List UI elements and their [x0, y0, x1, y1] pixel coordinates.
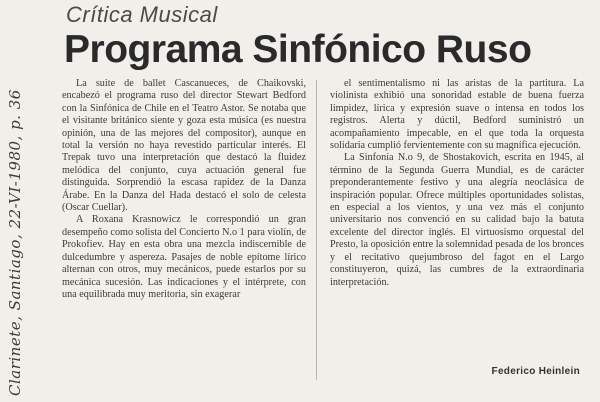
section-kicker: Crítica Musical	[66, 2, 218, 27]
handwritten-margin-note: Clarinete, Santiago, 22-VI-1980, p. 36	[6, 89, 24, 396]
paragraph: el sentimentalismo ni las aristas de la partitura. La violinista exhibió una sonoridad estable de buena fuerza limpidez, lírica y expresión suave o intensa en todos los registros. Alerta y dúctil, Bedford suministró un acompañamiento impecable, en el que toda la orquesta solidaria cumplió fervientemente con su magnífica ejecución.	[330, 78, 584, 152]
column-divider	[316, 80, 317, 380]
right-column	[330, 78, 584, 289]
paragraph: La Sinfonía N.o 9, de Shostakovich, escrita en 1945, al término de la Segunda Guerra Mundial, es de carácter preponderantemente festivo y una alegría neoclásica de inspiración popular. Ofrece múltiples oportunidades solistas, en especial a los vientos, y una vez más el conjunto universitario nos convenció en su calidad bajo la batuta excelente del director inglés. El virtuosismo orquestal del Presto, la oposición entre la solemnidad pesada de los bronces y el recitativo quejumbroso del fagot en el Largo constituyeron, quizá, las cumbres de la extraordinaria interpretación.	[330, 152, 584, 288]
left-column	[62, 78, 306, 301]
author-signature: Federico Heinlein	[491, 366, 580, 377]
article-headline: Programa Sinfónico Ruso	[64, 28, 532, 71]
paragraph: La suite de ballet Cascanueces, de Chaikovski, encabezó el programa ruso del director Stewart Bedford con la Sinfónica de Chile en el Teatro Astor. Se notaba que el visitante británico siente y goza esta música (es nuestra opinión, una de las mejores del compositor), aunque en total la versión no haya revestido particular interés. El Trepak tuvo una interpretación que destacó la fluidez melódica del conjunto, cuya actuación general fue distinguida. Sorprendió la escasa rapidez de la Danza Árabe. En la Danza del Hada destacó el solo de celesta (Oscar Cuellar).	[62, 78, 306, 214]
paragraph: A Roxana Krasnowicz le correspondió un gran desempeño como solista del Concierto N.o 1 para violín, de Prokofiev. Hay en esta obra una mezcla indiscernible de dulcedumbre y aspereza. Pasajes de noble epítome lírico alternan con otros, muy mecánicos, puede estarlos por su mecánica sucesión. Las indicaciones y el intérprete, con una equilibrada muy meritoria, sin exagerar	[62, 214, 306, 300]
